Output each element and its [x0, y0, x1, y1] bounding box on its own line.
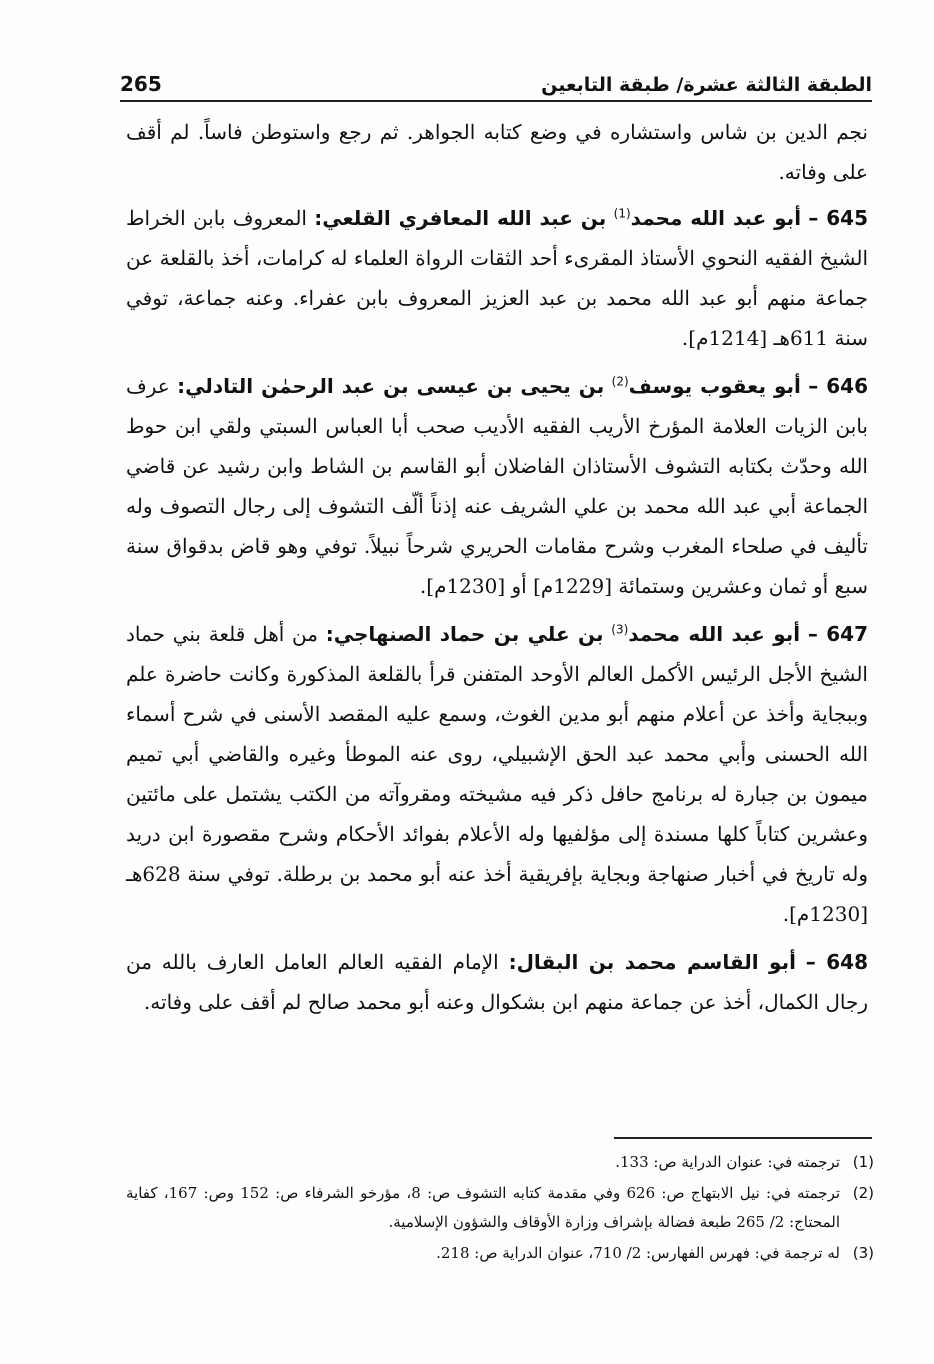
entry-text: المعروف بابن الخراط الشيخ الفقيه النحوي الأستاذ المقرىء أحد الثقات الرواة العلماء له كرامات، أخذ بالقلعة عن جماعة منهم أبو عبد الله محمد بن عبد العزيز المعروف بابن عفراء. وعنه جماعة، توفي سنة 611هـ [1214م]. — [126, 206, 868, 350]
footnote-item — [126, 1148, 874, 1177]
running-title: الطبقة الثالثة عشرة/ طبقة التابعين — [541, 74, 872, 96]
continuation-paragraph: نجم الدين بن شاس واستشاره في وضع كتابه الجواهر. ثم رجع واستوطن فاساً. لم أقف على وفاته. — [126, 120, 868, 184]
entry-name: أبو القاسم محمد بن البقال: — [508, 950, 796, 974]
entry-647 — [126, 614, 868, 934]
entry-text: الإمام الفقيه العالم العامل العارف بالله من رجال الكمال، أخذ عن جماعة منهم ابن بشكوال وعنه أبو محمد صالح لم أقف على وفاته. — [126, 950, 868, 1014]
entry-text: من أهل قلعة بني حماد الشيخ الأجل الرئيس الأكمل العالم الأوحد المتفنن قرأ بالقلعة المذكورة وكانت حاضرة علم وببجاية وأخذ عن أعلام منهم أبو مدين الغوث، وسمع عليه المقصد الأسنى في شرح أسماء الله الحسنى وأبي محمد عبد الحق الإشبيلي، روى عنه الموطأ وغيره والقاضي أبي تميم ميمون بن جبارة له برنامج حافل ذكر فيه مشيخته ومقروآته من الكتب يشتمل على مائتين وعشرين كتاباً كلها مسندة إلى مؤلفيها وله الأعلام بفوائد الأحكام وشرح مقصورة ابن دريد وله تاريخ في أخبار صنهاجة وبجاية بإفريقية أخذ عنه أبو محمد بن برطلة. توفي سنة 628هـ [1230م]. — [126, 622, 868, 926]
footnote-text: ترجمته في: نيل الابتهاج ص: 626 وفي مقدمة كتابه التشوف ص: 8، مؤرخو الشرفاء ص: 152 وص: 167، كفاية المحتاج: 2/ 265 طبعة فضالة بإشراف وزارة الأوقاف والشؤون الإسلامية. — [126, 1184, 841, 1231]
entry-name: أبو عبد الله محمد — [628, 622, 801, 646]
entry-name: بن علي بن حماد الصنهاجي: — [325, 622, 604, 646]
footnote-divider — [614, 1137, 872, 1139]
page-header — [120, 60, 872, 96]
footnote-mark: (2) — [852, 1184, 874, 1202]
entry-text: عرف بابن الزيات العلامة المؤرخ الأريب الفقيه الأديب صحب أبا العباس السبتي ولقي ابن حوط الله وحدّث بكتابه التشوف الأستاذان الفاضلان أبو القاسم بن الشاط وابن رشيد عن قاضي الجماعة أبي عبد الله محمد بن علي الشريف عنه إذناً ألّف التشوف إلى رجال التصوف وله تأليف في صلحاء المغرب وشرح مقامات الحريري شرحاً نبيلاً. توفي وهو قاض بدقواق سنة سبع أو ثمان وعشرين وستمائة [1229م] أو [1230م]. — [126, 374, 868, 598]
page-number: 265 — [120, 72, 162, 96]
main-text — [126, 112, 868, 1030]
entry-name: أبو يعقوب يوسف — [628, 374, 801, 398]
footnote-text: ترجمته في: عنوان الدراية ص: 133. — [615, 1153, 840, 1171]
footnote-ref: (2) — [611, 374, 629, 389]
header-divider — [120, 100, 872, 102]
footnote-item — [126, 1179, 874, 1237]
footnote-mark: (3) — [852, 1244, 874, 1262]
entry-name: بن عبد الله المعافري القلعي: — [314, 206, 607, 230]
entry-number: 646 – — [808, 374, 868, 398]
entry-name: أبو عبد الله محمد — [630, 206, 802, 230]
footnotes — [126, 1148, 874, 1270]
footnote-ref: (1) — [613, 206, 631, 221]
entry-number: 648 – — [805, 950, 868, 974]
entry-number: 645 – — [808, 206, 868, 230]
entry-number: 647 – — [807, 622, 868, 646]
footnote-text: له ترجمة في: فهرس الفهارس: 2/ 710، عنوان الدراية ص: 218. — [436, 1244, 840, 1262]
footnote-ref: (3) — [611, 622, 629, 637]
entry-645 — [126, 198, 868, 358]
footnote-item — [126, 1239, 874, 1268]
entry-648 — [126, 942, 868, 1022]
entry-name: بن يحيى بن عيسى بن عبد الرحمٰن التادلي: — [177, 374, 605, 398]
entry-646 — [126, 366, 868, 606]
footnote-mark: (1) — [852, 1153, 874, 1171]
